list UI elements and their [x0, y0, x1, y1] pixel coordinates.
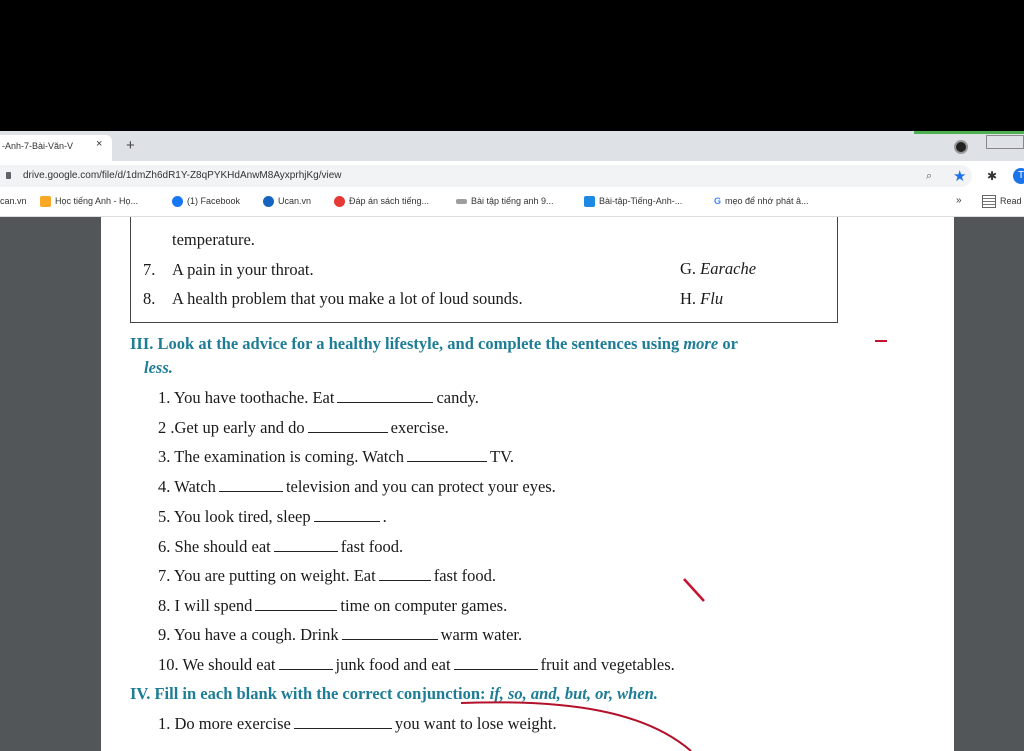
site-icon — [456, 199, 467, 204]
exercise-item: 7. You are putting on weight. Eat fast food. — [158, 566, 497, 585]
reading-list-button[interactable]: Read — [982, 195, 1022, 208]
exercise-item: 10. We should eat junk food and eat fruit and vegetables. — [158, 655, 675, 674]
pen-curve-mark — [461, 702, 691, 751]
section-heading: IV. Fill in each blank with the correct conjunction: if, so, and, but, or, when. — [130, 684, 658, 703]
close-icon[interactable]: × — [96, 138, 103, 150]
bookmark-item[interactable]: Bài tập tiếng anh 9... — [456, 196, 554, 206]
bookmark-item[interactable]: Học tiếng Anh - Họ... — [40, 196, 138, 207]
exercise-item: 1. Do more exercise you want to lose weight. — [158, 714, 557, 733]
pen-annotations — [101, 217, 954, 751]
reading-list-icon — [982, 195, 996, 208]
bookmark-item[interactable]: Ucan.vn — [263, 196, 311, 207]
exercise-item: 1. You have toothache. Eat candy. — [158, 388, 479, 407]
tab-title: -Anh-7-Bài-Văn-V — [2, 141, 74, 151]
matching-row-num: 8. — [143, 289, 156, 308]
document-page — [101, 217, 954, 751]
exercise-item: 2 .Get up early and do exercise. — [158, 418, 449, 437]
bookmark-folder-icon — [40, 196, 51, 207]
exercise-item: 5. You look tired, sleep . — [158, 507, 387, 526]
zoom-icon[interactable]: ⌕ — [926, 170, 933, 182]
bookmarks-bar — [0, 191, 1024, 217]
profile-avatar[interactable]: T — [1013, 168, 1024, 184]
matching-row-text: A pain in your throat. — [172, 260, 314, 279]
google-icon: G — [714, 196, 722, 206]
section-heading: III. Look at the advice for a healthy lifestyle, and complete the sentences using more or — [130, 334, 738, 353]
exercise-item: 4. Watch television and you can protect your eyes. — [158, 477, 556, 496]
bookmark-item[interactable]: Đáp án sách tiếng... — [334, 196, 429, 207]
lock-icon[interactable] — [6, 172, 11, 179]
bookmark-item[interactable]: can.vn — [0, 196, 27, 206]
matching-row-num: 7. — [143, 260, 156, 279]
matching-row-text: A health problem that you make a lot of loud sounds. — [172, 289, 523, 308]
exercise-item: 9. You have a cough. Drink warm water. — [158, 625, 523, 644]
bookmark-star-icon[interactable]: ★ — [953, 168, 967, 185]
matching-row-tail: temperature. — [172, 230, 255, 249]
tab-bar — [0, 131, 1024, 161]
bookmark-item[interactable]: G mẹo để nhớ phát â... — [714, 196, 809, 206]
site-icon — [334, 196, 345, 207]
pen-check-mark — [684, 579, 704, 601]
drive-icon — [584, 196, 595, 207]
browser-tab[interactable] — [0, 135, 112, 161]
document-viewer[interactable] — [0, 217, 1024, 751]
globe-icon — [263, 196, 274, 207]
facebook-icon — [172, 196, 183, 207]
section-heading-cont: less. — [144, 358, 173, 377]
bookmark-item[interactable]: Bài-tập-Tiếng-Anh-... — [584, 196, 682, 207]
exercise-item: 6. She should eat fast food. — [158, 537, 404, 556]
exercise-item: 8. I will spend time on computer games. — [158, 596, 508, 615]
more-bookmarks-icon[interactable]: » — [956, 195, 962, 206]
window-controls[interactable] — [986, 135, 1024, 149]
bookmark-item[interactable]: (1) Facebook — [172, 196, 240, 207]
toolbar — [0, 161, 1024, 191]
exercise-item: 3. The examination is coming. Watch TV. — [158, 447, 514, 466]
window-accent-bar — [914, 131, 1024, 134]
matching-answer: G. Earache — [680, 259, 757, 278]
record-icon[interactable] — [954, 140, 968, 154]
address-bar[interactable] — [0, 165, 972, 187]
url-text[interactable]: drive.google.com/file/d/1dmZh6dR1Y-Z8qPYKHdAnwM8AyxprhjKg/view — [23, 170, 342, 181]
matching-answer: H. Flu — [680, 289, 724, 308]
extensions-icon[interactable]: ✱ — [987, 169, 998, 183]
new-tab-button[interactable]: + — [126, 137, 135, 154]
